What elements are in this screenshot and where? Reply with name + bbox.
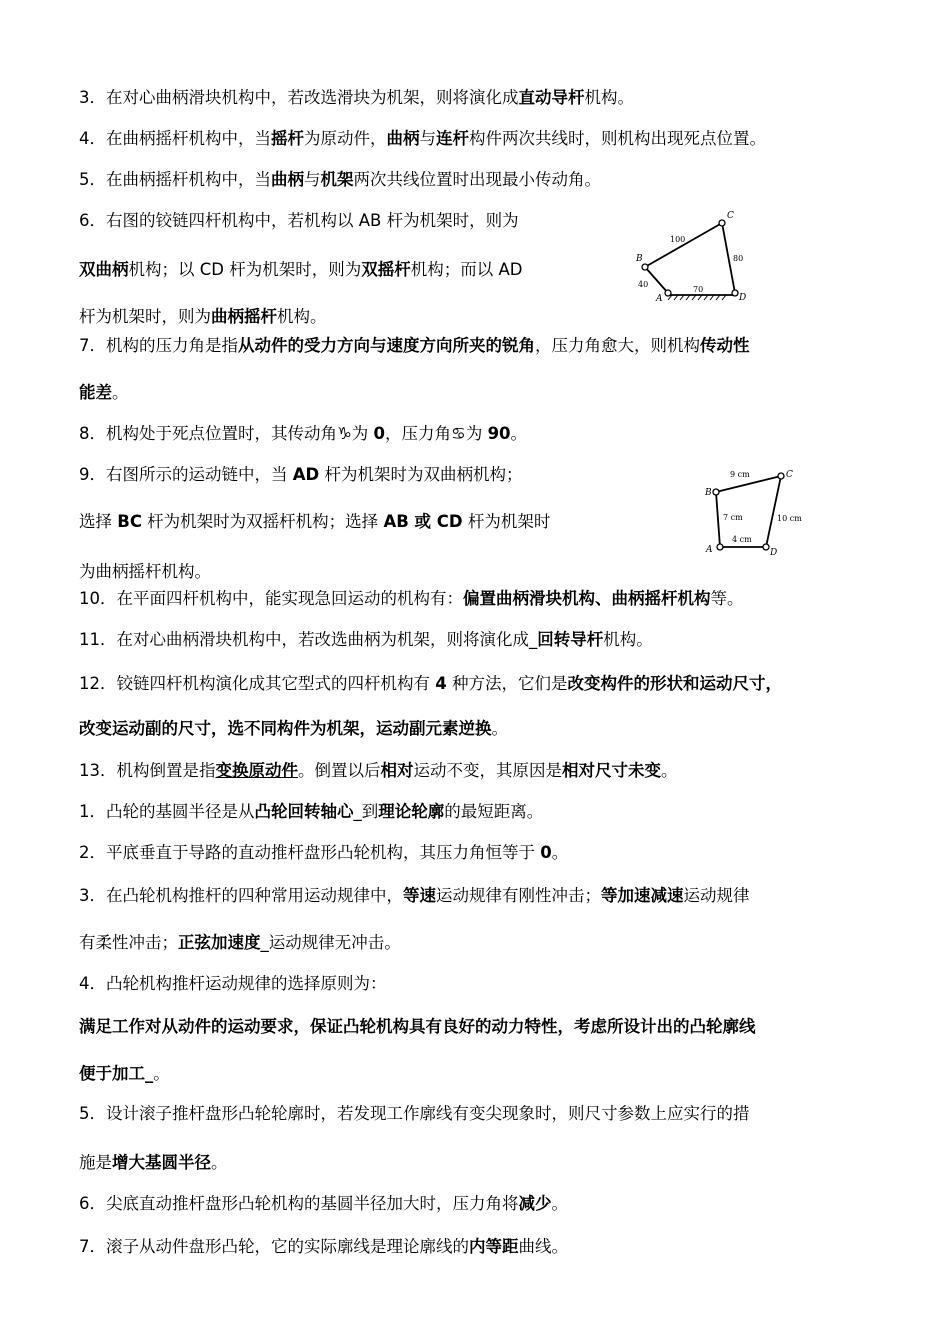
label-a: A	[656, 294, 663, 304]
cam-q2: 2．平底垂直于导路的直动推杆盘形凸轮机构，其压力角恒等于 0。	[79, 843, 569, 862]
q9-line2: 选择 BC 杆为机架时为双摇杆机构；选择 AB 或 CD 杆为机架时	[79, 512, 551, 531]
cam-q5-line1: 5．设计滚子推杆盘形凸轮轮廓时，若发现工作廓线有变尖现象时，则尺寸参数上应实行的措	[79, 1104, 750, 1123]
cam-q1: 1．凸轮的基圆半径是从凸轮回转轴心_到理论轮廓的最短距离。	[79, 802, 544, 821]
length-cd: 80	[733, 254, 744, 263]
chain-label-a: A	[706, 545, 713, 555]
q13: 13．机构倒置是指变换原动件。倒置以后相对运动不变，其原因是相对尺寸未变。	[79, 761, 678, 780]
chain-length-ad: 4 cm	[732, 535, 752, 544]
q5-linkage: 5．在曲柄摇杆机构中，当曲柄与机架两次共线位置时出现最小传动角。	[79, 170, 601, 189]
cam-q6: 6．尖底直动推杆盘形凸轮机构的基圆半径加大时，压力角将减少。	[79, 1194, 568, 1213]
cam-q3-line1: 3．在凸轮机构推杆的四种常用运动规律中，等速运动规律有刚性冲击；等加速减速运动规律	[79, 886, 750, 905]
label-d: D	[739, 293, 747, 303]
q6-line3: 杆为机架时，则为曲柄摇杆机构。	[79, 307, 327, 326]
cam-q4-line2: 满足工作对从动件的运动要求，保证凸轮机构具有良好的动力特性，考虑所设计出的凸轮廓线	[79, 1017, 756, 1036]
q11: 11．在对心曲柄滑块机构中，若改选曲柄为机架，则将演化成_回转导杆机构。	[79, 630, 653, 649]
chain-label-c: C	[786, 470, 793, 480]
q12-line1: 12．铰链四杆机构演化成其它型式的四杆机构有 4 种方法，它们是改变构件的形状和运动尺寸，	[79, 674, 782, 693]
cam-q4-line1: 4．凸轮机构推杆运动规律的选择原则为：	[79, 974, 387, 993]
label-b: B	[636, 254, 643, 264]
q3-linkage: 3．在对心曲柄滑块机构中，若改选滑块为机架，则将演化成直动导杆机构。	[79, 88, 634, 107]
label-c: C	[727, 211, 734, 221]
q4-linkage: 4．在曲柄摇杆机构中，当摇杆为原动件，曲柄与连杆构件两次共线时，则机构出现死点位置。	[79, 129, 766, 148]
chain-label-b: B	[705, 488, 712, 498]
length-ab: 40	[638, 280, 649, 289]
length-bc: 100	[670, 235, 686, 244]
chain-length-cd: 10 cm	[777, 514, 802, 523]
cam-q3-line2: 有柔性冲击；正弦加速度_运动规律无冲击。	[79, 933, 401, 952]
cam-q7: 7．滚子从动件盘形凸轮，它的实际廓线是理论廓线的内等距曲线。	[79, 1237, 568, 1256]
q6-line2: 双曲柄机构；以 CD 杆为机架时，则为双摇杆机构；而以 AD	[79, 260, 523, 279]
cam-q4-line3: 便于加工_。	[79, 1064, 170, 1083]
q9-line3: 为曲柄摇杆机构。	[79, 562, 211, 581]
cam-q5-line2: 施是增大基圆半径。	[79, 1153, 228, 1172]
chain-label-d: D	[770, 548, 778, 558]
q7-line2: 能差。	[79, 383, 129, 402]
q8: 8．机构处于死点位置时，其传动角♑为 0，压力角♋为 90。	[79, 424, 528, 443]
q9-line1: 9．右图所示的运动链中，当 AD 杆为机架时为双曲柄机构；	[79, 465, 523, 484]
length-ad: 70	[693, 285, 704, 294]
q12-line2: 改变运动副的尺寸，选不同构件为机架，运动副元素逆换。	[79, 719, 508, 738]
q10: 10．在平面四杆机构中，能实现急回运动的机构有：偏置曲柄滑块机构、曲柄摇杆机构等。	[79, 589, 744, 608]
kinematic-chain-figure	[700, 464, 820, 560]
q6-line1: 6．右图的铰链四杆机构中，若机构以 AB 杆为机架时，则为	[79, 211, 519, 230]
chain-length-ab: 7 cm	[723, 513, 743, 522]
four-bar-linkage-figure	[630, 205, 760, 305]
q7-line1: 7．机构的压力角是指从动件的受力方向与速度方向所夹的锐角，压力角愈大，则机构传动性	[79, 336, 750, 355]
chain-length-bc: 9 cm	[730, 470, 750, 479]
